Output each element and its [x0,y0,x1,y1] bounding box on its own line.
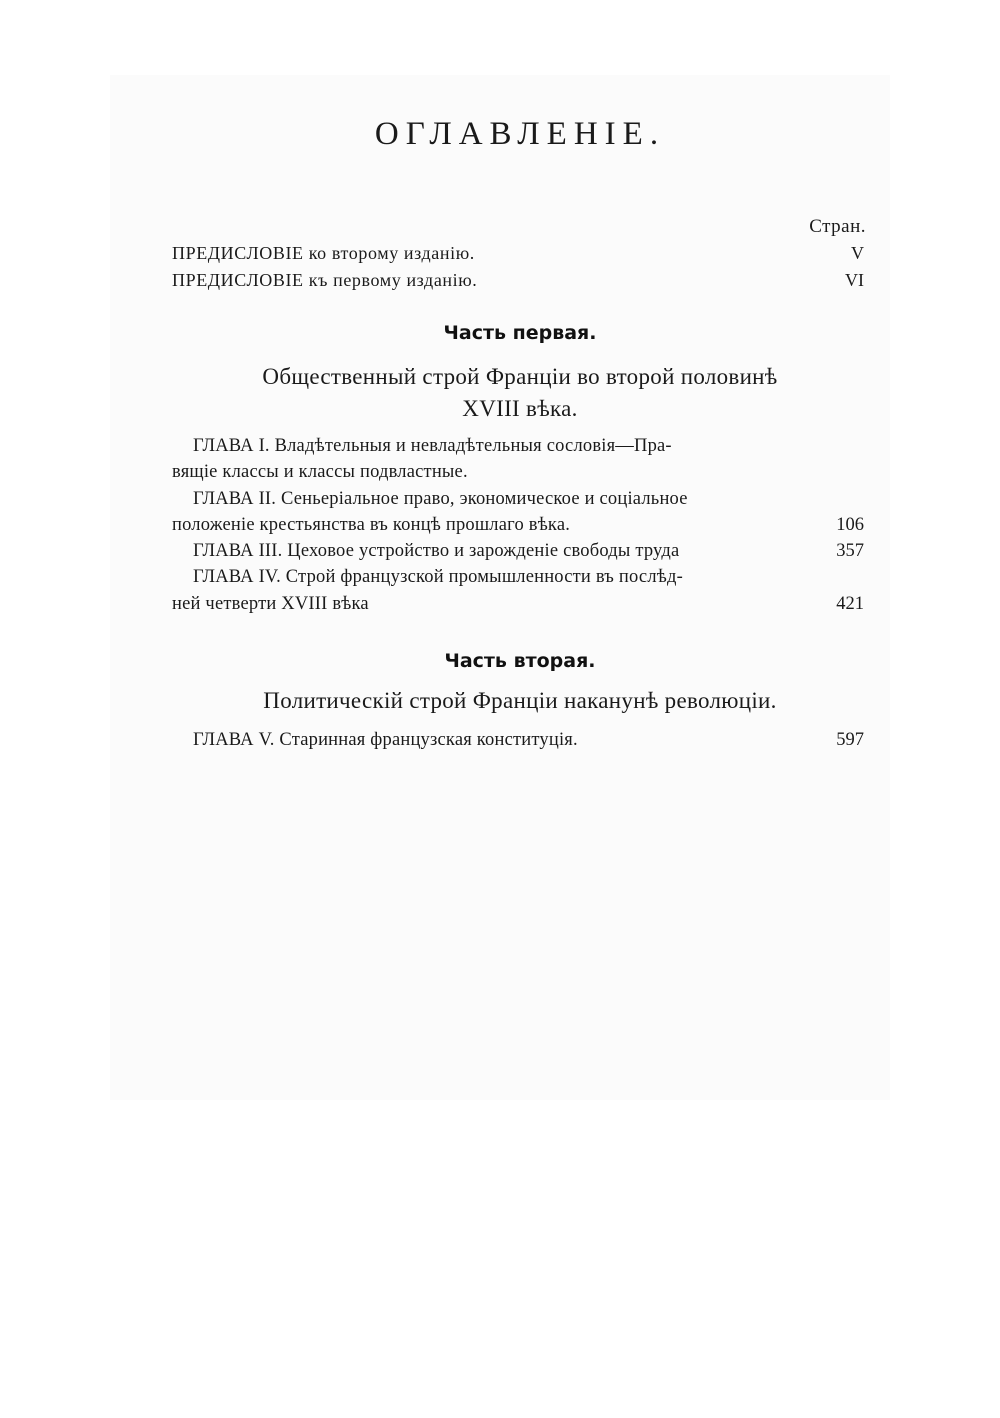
toc-page-chapter-2: 106 [836,515,864,535]
toc-entry-preface-second[interactable]: ПРЕДИСЛОВIЕ ко второму изданiю. [172,243,475,263]
page-title: ОГЛАВЛЕНIЕ. [374,116,666,152]
part-one-title-line2: XVIII вѣка. [462,396,578,421]
toc-page-chapter-5: 597 [836,730,864,750]
toc-page-preface-second: V [851,243,864,263]
page-column-label: Стран. [809,216,866,237]
toc-entry-chapter-4-cont[interactable]: ней четверти XVIII вѣка [172,594,369,614]
toc-entry-chapter-1-cont[interactable]: вящiе классы и классы подвластные. [172,462,468,482]
toc-entry-chapter-4[interactable]: ГЛАВА IV. Строй французской промышленности въ послѣд- [193,567,683,587]
toc-page-chapter-3: 357 [836,541,864,561]
part-two-heading: Часть вторая. [444,650,596,672]
toc-entry-chapter-5[interactable]: ГЛАВА V. Старинная французская конституцiя. [193,730,578,750]
toc-entry-chapter-1[interactable]: ГЛАВА I. Владѣтельныя и невладѣтельныя сословiя—Пра- [193,436,672,456]
toc-page-preface-first: VI [845,270,864,290]
toc-page-chapter-4: 421 [836,594,864,614]
toc-entry-chapter-2[interactable]: ГЛАВА II. Сеньерiальное право, экономическое и соцiальное [193,489,688,509]
part-one-heading: Часть первая. [443,322,597,344]
toc-entry-preface-first[interactable]: ПРЕДИСЛОВIЕ къ первому изданiю. [172,270,478,290]
part-one-title-line1: Общественный строй Францiи во второй половинѣ [262,364,778,389]
toc-entry-chapter-2-cont[interactable]: положенiе крестьянства въ концѣ прошлаго вѣка. [172,515,571,535]
part-two-title: Политическiй строй Францiи наканунѣ революцiи. [263,688,777,713]
toc-entry-chapter-3[interactable]: ГЛАВА III. Цеховое устройство и зарожденiе свободы труда [193,541,680,561]
